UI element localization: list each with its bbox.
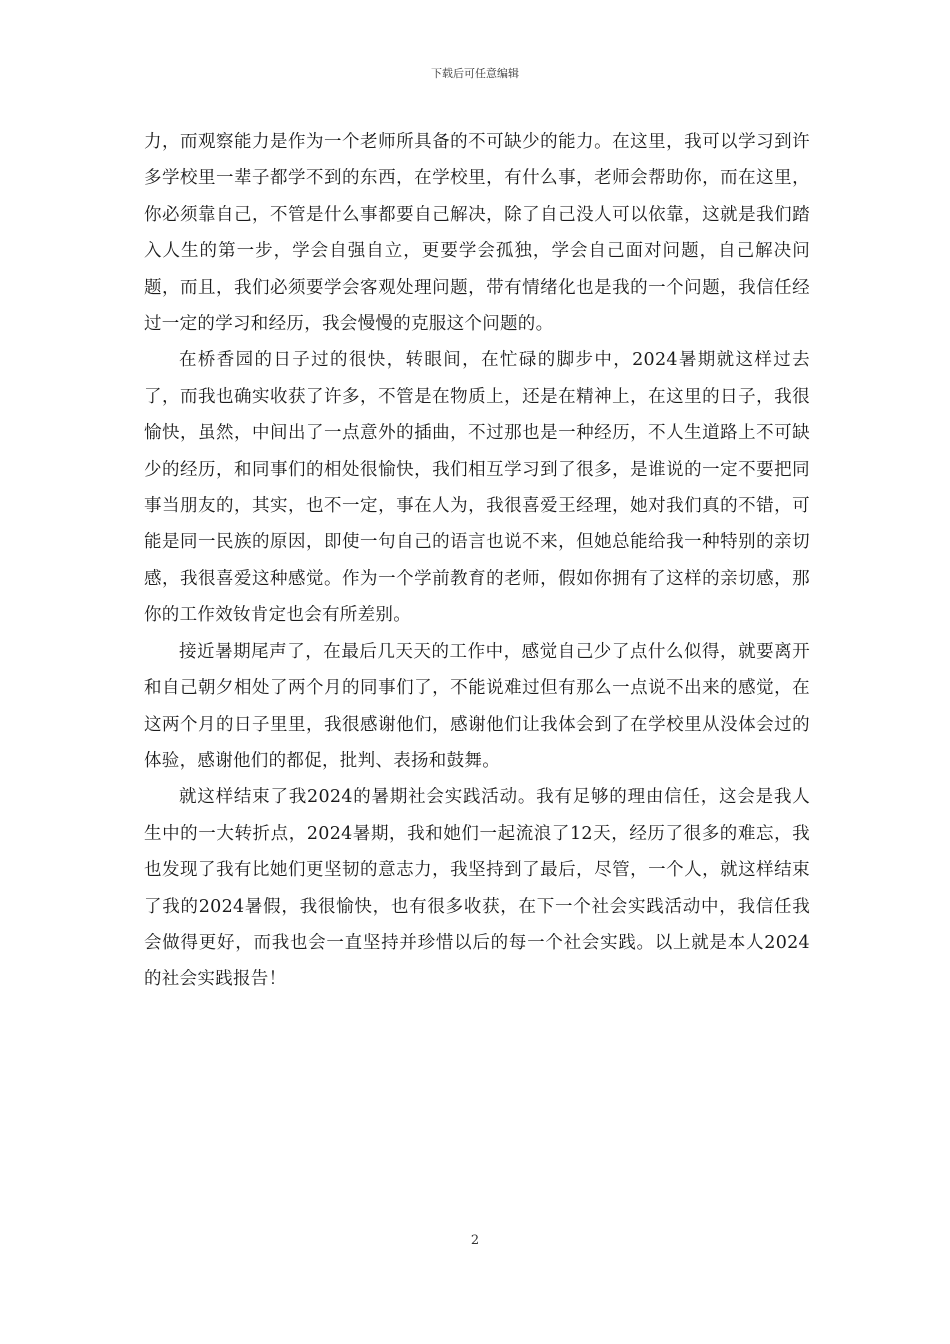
paragraph-continuation: 力，而观察能力是作为一个老师所具备的不可缺少的能力。在这里，我可以学习到许多学校里一辈子都学不到的东西，在学校里，有什么事，老师会帮助你，而在这里，你必须靠自己，不管是什么事都要自己解决，除了自己没人可以依靠，这就是我们踏入人生的第一步，学会自强自立，更要学会孤独，学会自己面对问题，自己解决问题，而且，我们必须要学会客观处理问题，带有情绪化也是我的一个问题，我信任经过一定的学习和经历，我会慢慢的克服这个问题的。 bbox=[144, 132, 810, 335]
document-body bbox=[144, 124, 810, 998]
paragraph-conclusion: 就这样结束了我2024的暑期社会实践活动。我有足够的理由信任，这会是我人生中的一大转折点，2024暑期，我和她们一起流浪了12天，经历了很多的难忘，我也发现了我有比她们更坚韧的意志力，我坚持到了最后，尽管，一个人，就这样结束了我的2024暑假，我很愉快，也有很多收获，在下一个社会实践活动中，我信任我会做得更好，而我也会一直坚持并珍惜以后的每一个社会实践。以上就是本人2024的社会实践报告！ bbox=[144, 787, 810, 990]
page-number: 2 bbox=[470, 1233, 480, 1248]
paragraph-qiaoxiangyuan: 在桥香园的日子过的很快，转眼间，在忙碌的脚步中，2024暑期就这样过去了，而我也确实收获了许多，不管是在物质上，还是在精神上，在这里的日子，我很愉快，虽然，中间出了一点意外的插曲，不过那也是一种经历，不人生道路上不可缺少的经历，和同事们的相处很愉快，我们相互学习到了很多，是谁说的一定不要把同事当朋友的，其实，也不一定，事在人为，我很喜爱王经理，她对我们真的不错，可能是同一民族的原因，即使一句自己的语言也说不来，但她总能给我一种特别的亲切感，我很喜爱这种感觉。作为一个学前教育的老师，假如你拥有了这样的亲切感，那你的工作效钕肯定也会有所差别。 bbox=[144, 350, 810, 626]
paragraph-summer-end: 接近暑期尾声了，在最后几天天的工作中，感觉自己少了点什么似得，就要离开和自己朝夕相处了两个月的同事们了，不能说难过但有那么一点说不出来的感觉，在这两个月的日子里里，我很感谢他们，感谢他们让我体会到了在学校里从没体会过的体验，感谢他们的都促，批判、表扬和鼓舞。 bbox=[144, 641, 810, 771]
page-header: 下载后可任意编辑 bbox=[431, 67, 519, 80]
